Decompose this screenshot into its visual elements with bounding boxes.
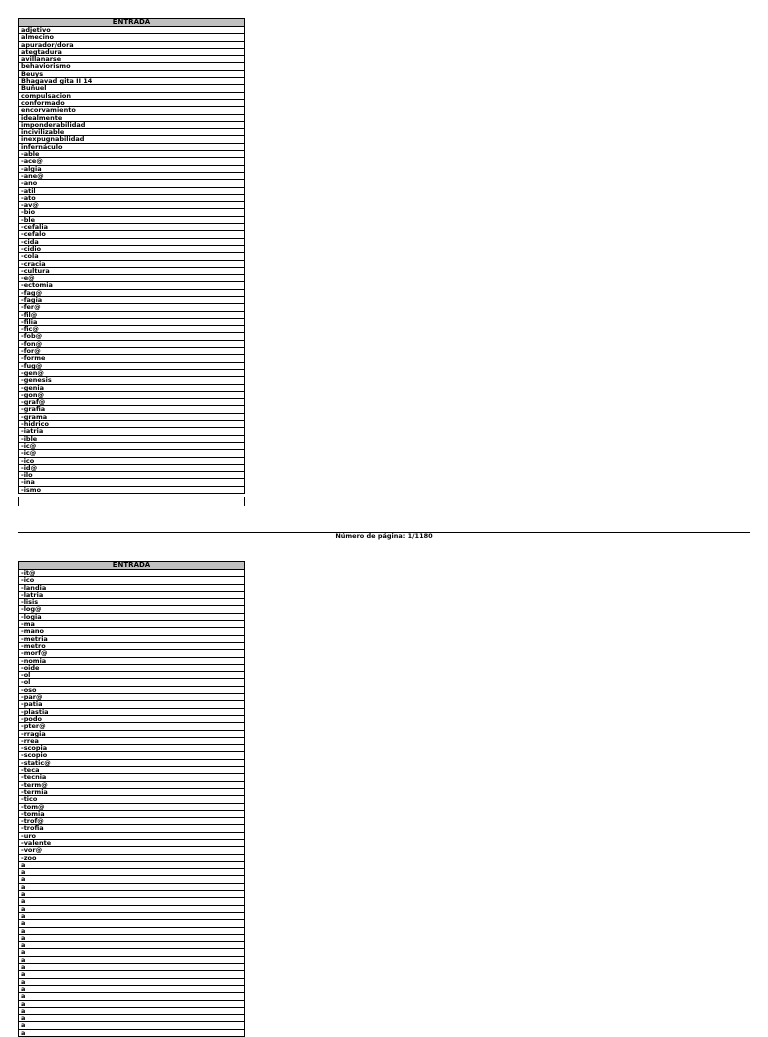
entry-cell: -ilo xyxy=(19,472,245,479)
entry-cell: -logia xyxy=(19,613,245,620)
entry-cell: a xyxy=(19,861,245,868)
table-row xyxy=(19,231,245,238)
table-row xyxy=(19,194,245,201)
table-row xyxy=(19,796,245,803)
entry-cell: -rragia xyxy=(19,730,245,737)
table-row xyxy=(19,450,245,457)
entry-cell: a xyxy=(19,898,245,905)
entry-cell: -cida xyxy=(19,238,245,245)
entry-cell: infernáculo xyxy=(19,143,245,150)
entry-cell: -ace@ xyxy=(19,158,245,165)
entry-cell: Beuys xyxy=(19,70,245,77)
entry-cell: -ble xyxy=(19,216,245,223)
table-row xyxy=(19,839,245,846)
table-row xyxy=(19,723,245,730)
entry-cell: -trofia xyxy=(19,825,245,832)
entry-cell: -scopia xyxy=(19,745,245,752)
entry-cell: a xyxy=(19,971,245,978)
entry-cell: -log@ xyxy=(19,606,245,613)
entry-cell: -tom@ xyxy=(19,803,245,810)
table-row xyxy=(19,202,245,209)
table-row xyxy=(19,774,245,781)
entry-cell: -static@ xyxy=(19,759,245,766)
entry-cell: a xyxy=(19,1000,245,1007)
table-header-row xyxy=(19,562,245,570)
table-row xyxy=(19,621,245,628)
table-row xyxy=(19,391,245,398)
entry-cell: -grama xyxy=(19,413,245,420)
entry-cell: a xyxy=(19,942,245,949)
table-row xyxy=(19,672,245,679)
table-row xyxy=(19,428,245,435)
entry-cell: -atil xyxy=(19,187,245,194)
table-row xyxy=(19,942,245,949)
table-row xyxy=(19,479,245,486)
entry-cell: -termia xyxy=(19,788,245,795)
table-row xyxy=(19,759,245,766)
table-row xyxy=(19,92,245,99)
entry-cell: a xyxy=(19,1029,245,1036)
entry-cell: a xyxy=(19,956,245,963)
table-row xyxy=(19,715,245,722)
table-row xyxy=(19,708,245,715)
entry-cell: -landia xyxy=(19,584,245,591)
table-row xyxy=(19,679,245,686)
table-row xyxy=(19,282,245,289)
table-row xyxy=(19,136,245,143)
entry-cell: a xyxy=(19,1022,245,1029)
entry-cell: -scopio xyxy=(19,752,245,759)
table-row xyxy=(19,99,245,106)
table-row xyxy=(19,825,245,832)
entry-cell: -ectomia xyxy=(19,282,245,289)
table-row xyxy=(19,121,245,128)
table-row xyxy=(19,781,245,788)
entry-cell: a xyxy=(19,869,245,876)
entry-cell: -algia xyxy=(19,165,245,172)
entry-table-page-1 xyxy=(18,18,245,494)
table-row xyxy=(19,472,245,479)
entry-table-body xyxy=(19,27,245,494)
entry-cell: -rrea xyxy=(19,737,245,744)
entry-cell: -hidrico xyxy=(19,421,245,428)
table-row xyxy=(19,318,245,325)
entry-cell: -latria xyxy=(19,591,245,598)
entry-cell: -metro xyxy=(19,642,245,649)
table-row xyxy=(19,457,245,464)
table-row xyxy=(19,737,245,744)
entry-cell: -ic@ xyxy=(19,450,245,457)
entry-cell: a xyxy=(19,927,245,934)
table-row xyxy=(19,333,245,340)
table-row xyxy=(19,905,245,912)
table-row xyxy=(19,289,245,296)
table-row xyxy=(19,810,245,817)
entry-cell: incivilizable xyxy=(19,129,245,136)
entry-cell: -tomia xyxy=(19,810,245,817)
entry-cell: -ismo xyxy=(19,486,245,493)
table-border-tail xyxy=(244,497,245,506)
table-row xyxy=(19,767,245,774)
table-row xyxy=(19,180,245,187)
entry-cell: -patia xyxy=(19,701,245,708)
entry-cell: -cefalia xyxy=(19,224,245,231)
table-row xyxy=(19,384,245,391)
column-header-entrada: ENTRADA xyxy=(19,19,245,27)
table-row xyxy=(19,78,245,85)
entry-cell: -fon@ xyxy=(19,340,245,347)
entry-cell: -e@ xyxy=(19,275,245,282)
table-row xyxy=(19,1015,245,1022)
table-row xyxy=(19,832,245,839)
entry-cell: -av@ xyxy=(19,202,245,209)
table-row xyxy=(19,650,245,657)
table-row xyxy=(19,158,245,165)
entry-cell: Buñuel xyxy=(19,85,245,92)
table-row xyxy=(19,311,245,318)
entry-cell: -nomia xyxy=(19,657,245,664)
table-row xyxy=(19,694,245,701)
entry-cell: -genesis xyxy=(19,377,245,384)
entry-cell: -pter@ xyxy=(19,723,245,730)
table-row xyxy=(19,63,245,70)
entry-cell: -ic@ xyxy=(19,442,245,449)
entry-cell: -ina xyxy=(19,479,245,486)
table-row xyxy=(19,1029,245,1036)
entry-cell: a xyxy=(19,949,245,956)
entry-cell: imponderabilidad xyxy=(19,121,245,128)
entry-cell: -ol xyxy=(19,672,245,679)
table-row xyxy=(19,187,245,194)
table-row xyxy=(19,664,245,671)
table-row xyxy=(19,172,245,179)
table-row xyxy=(19,48,245,55)
entry-cell: -grafia xyxy=(19,406,245,413)
table-row xyxy=(19,413,245,420)
entry-cell: -cola xyxy=(19,253,245,260)
table-row xyxy=(19,606,245,613)
entry-cell: a xyxy=(19,964,245,971)
table-row xyxy=(19,978,245,985)
table-row xyxy=(19,151,245,158)
entry-cell: -plastia xyxy=(19,708,245,715)
entry-cell: -podo xyxy=(19,715,245,722)
table-row xyxy=(19,847,245,854)
entry-cell: a xyxy=(19,985,245,992)
table-border-tail xyxy=(18,497,19,506)
entry-cell: -filia xyxy=(19,318,245,325)
table-row xyxy=(19,435,245,442)
entry-cell: -ano xyxy=(19,180,245,187)
entry-cell: -mano xyxy=(19,628,245,635)
table-row xyxy=(19,34,245,41)
entry-cell: -trof@ xyxy=(19,818,245,825)
table-row xyxy=(19,686,245,693)
table-row xyxy=(19,399,245,406)
entry-cell: a xyxy=(19,993,245,1000)
entry-cell: adjetivo xyxy=(19,27,245,34)
table-row xyxy=(19,985,245,992)
table-row xyxy=(19,296,245,303)
table-row xyxy=(19,85,245,92)
entry-cell: -fer@ xyxy=(19,304,245,311)
table-row xyxy=(19,570,245,577)
table-row xyxy=(19,464,245,471)
entry-cell: -oso xyxy=(19,686,245,693)
entry-cell: -par@ xyxy=(19,694,245,701)
table-row xyxy=(19,275,245,282)
table-row xyxy=(19,129,245,136)
table-row xyxy=(19,591,245,598)
table-row xyxy=(19,143,245,150)
page-separator xyxy=(18,532,750,540)
table-row xyxy=(19,245,245,252)
entry-cell: -for@ xyxy=(19,348,245,355)
table-row xyxy=(19,107,245,114)
table-row xyxy=(19,267,245,274)
table-row xyxy=(19,993,245,1000)
table-row xyxy=(19,27,245,34)
table-row xyxy=(19,861,245,868)
entry-cell: behaviorismo xyxy=(19,63,245,70)
table-row xyxy=(19,70,245,77)
entry-cell: -able xyxy=(19,151,245,158)
table-row xyxy=(19,628,245,635)
table-row xyxy=(19,599,245,606)
table-row xyxy=(19,934,245,941)
table-row xyxy=(19,876,245,883)
entry-cell: -tecnia xyxy=(19,774,245,781)
entry-cell: -vor@ xyxy=(19,847,245,854)
table-row xyxy=(19,635,245,642)
table-row xyxy=(19,920,245,927)
entry-cell: -it@ xyxy=(19,570,245,577)
table-row xyxy=(19,788,245,795)
entry-cell: -morf@ xyxy=(19,650,245,657)
table-row xyxy=(19,803,245,810)
table-row xyxy=(19,442,245,449)
entry-cell: a xyxy=(19,920,245,927)
table-header-row xyxy=(19,19,245,27)
table-row xyxy=(19,730,245,737)
entry-cell: a xyxy=(19,891,245,898)
entry-cell: compulsacion xyxy=(19,92,245,99)
table-row xyxy=(19,912,245,919)
entry-cell: -valente xyxy=(19,839,245,846)
entry-cell: -ico xyxy=(19,457,245,464)
table-row xyxy=(19,238,245,245)
entry-cell: -graf@ xyxy=(19,399,245,406)
entry-cell: -gon@ xyxy=(19,391,245,398)
entry-cell: encorvamiento xyxy=(19,107,245,114)
entry-cell: -tico xyxy=(19,796,245,803)
table-row xyxy=(19,1000,245,1007)
table-row xyxy=(19,956,245,963)
entry-cell: -fug@ xyxy=(19,362,245,369)
table-row xyxy=(19,613,245,620)
table-row xyxy=(19,854,245,861)
table-row xyxy=(19,56,245,63)
entry-cell: -ma xyxy=(19,621,245,628)
table-row xyxy=(19,209,245,216)
table-row xyxy=(19,326,245,333)
entry-cell: -fag@ xyxy=(19,289,245,296)
entry-cell: -fob@ xyxy=(19,333,245,340)
entry-cell: -ico xyxy=(19,577,245,584)
table-row xyxy=(19,304,245,311)
entry-cell: -cultura xyxy=(19,267,245,274)
entry-cell: inexpugnabilidad xyxy=(19,136,245,143)
entry-cell: a xyxy=(19,905,245,912)
table-row xyxy=(19,927,245,934)
table-row xyxy=(19,745,245,752)
entry-cell: a xyxy=(19,1007,245,1014)
entry-cell: -gen@ xyxy=(19,369,245,376)
table-row xyxy=(19,362,245,369)
table-row xyxy=(19,253,245,260)
entry-cell: -zoo xyxy=(19,854,245,861)
entry-cell: -id@ xyxy=(19,464,245,471)
entry-cell: -bio xyxy=(19,209,245,216)
entry-cell: -oide xyxy=(19,664,245,671)
table-row xyxy=(19,584,245,591)
entry-cell: -fagia xyxy=(19,296,245,303)
entry-cell: a xyxy=(19,978,245,985)
table-row xyxy=(19,165,245,172)
table-row xyxy=(19,964,245,971)
table-row xyxy=(19,224,245,231)
table-row xyxy=(19,701,245,708)
entry-cell: -ane@ xyxy=(19,172,245,179)
entry-cell: -fil@ xyxy=(19,311,245,318)
entry-cell: -genia xyxy=(19,384,245,391)
table-row xyxy=(19,377,245,384)
table-row xyxy=(19,216,245,223)
entry-cell: -ato xyxy=(19,194,245,201)
entry-cell: a xyxy=(19,934,245,941)
entry-cell: -forme xyxy=(19,355,245,362)
entry-cell: -cracia xyxy=(19,260,245,267)
entry-cell: almecino xyxy=(19,34,245,41)
entry-cell: idealmente xyxy=(19,114,245,121)
table-row xyxy=(19,657,245,664)
table-row xyxy=(19,1022,245,1029)
entry-cell: avillanarse xyxy=(19,56,245,63)
entry-cell: -term@ xyxy=(19,781,245,788)
entry-cell: -lisis xyxy=(19,599,245,606)
column-header-entrada: ENTRADA xyxy=(19,562,245,570)
entry-cell: a xyxy=(19,1015,245,1022)
table-row xyxy=(19,355,245,362)
entry-cell: -ol xyxy=(19,679,245,686)
table-row xyxy=(19,486,245,493)
entry-cell: -iatria xyxy=(19,428,245,435)
entry-cell: Bhagavad gita II 14 xyxy=(19,78,245,85)
table-row xyxy=(19,971,245,978)
table-row xyxy=(19,869,245,876)
table-row xyxy=(19,348,245,355)
entry-cell: ategtadura xyxy=(19,48,245,55)
table-row xyxy=(19,41,245,48)
entry-cell: -cidio xyxy=(19,245,245,252)
table-row xyxy=(19,883,245,890)
entry-cell: a xyxy=(19,876,245,883)
table-row xyxy=(19,421,245,428)
table-row xyxy=(19,114,245,121)
table-row xyxy=(19,369,245,376)
entry-cell: -fic@ xyxy=(19,326,245,333)
entry-cell: a xyxy=(19,912,245,919)
entry-cell: -cefalo xyxy=(19,231,245,238)
table-row xyxy=(19,949,245,956)
entry-table-body xyxy=(19,570,245,1037)
table-row xyxy=(19,642,245,649)
entry-cell: apurador/dora xyxy=(19,41,245,48)
table-row xyxy=(19,898,245,905)
table-row xyxy=(19,818,245,825)
page-number-label: Número de página: 1/1180 xyxy=(335,532,433,540)
entry-cell: a xyxy=(19,883,245,890)
table-row xyxy=(19,406,245,413)
entry-table-page-2 xyxy=(18,561,245,1037)
table-row xyxy=(19,891,245,898)
table-row xyxy=(19,752,245,759)
entry-cell: -metria xyxy=(19,635,245,642)
table-row xyxy=(19,1007,245,1014)
table-row xyxy=(19,577,245,584)
entry-cell: conformado xyxy=(19,99,245,106)
entry-cell: -ible xyxy=(19,435,245,442)
table-row xyxy=(19,260,245,267)
entry-cell: -uro xyxy=(19,832,245,839)
table-row xyxy=(19,340,245,347)
entry-cell: -teca xyxy=(19,767,245,774)
